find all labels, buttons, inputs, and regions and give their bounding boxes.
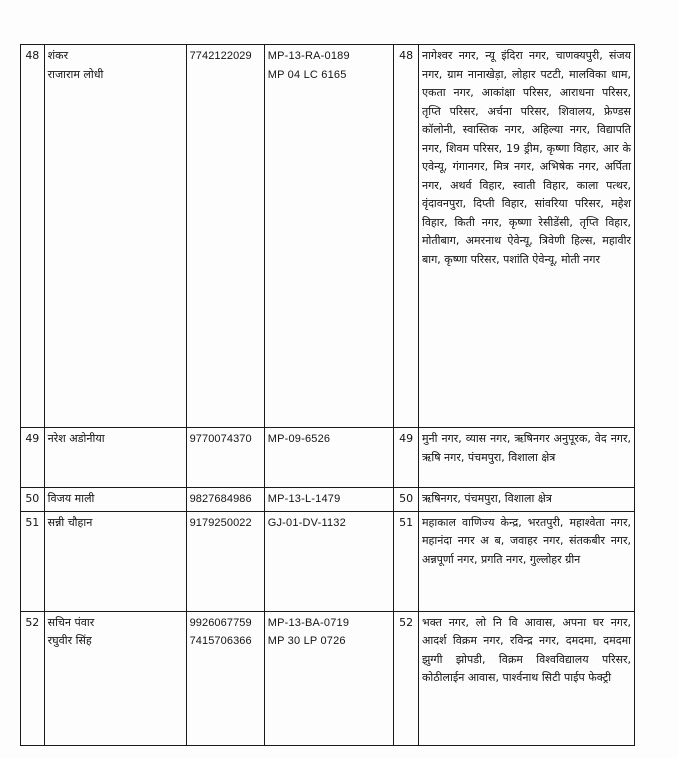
table-row (21, 45, 635, 428)
area-list: मुनी नगर, व्यास नगर, ऋषिनगर अनुपूरक, वेद नगर, ऋषि नगर, पंचमपुरा, विशाला क्षेत्र (418, 428, 634, 488)
area-serial-number: 52 (394, 611, 419, 745)
table-row (21, 611, 635, 745)
serial-number: 52 (21, 611, 45, 745)
area-list: भक्त नगर, लो नि वि आवास, अपना घर नगर, आदर्श विक्रम नगर, रविन्द्र नगर, दमदमा, दमदमा झुग्गी झोपडी, विक्रम विश्वविद्यालय परिसर, कोठीलाईन आवास, पार्श्वनाथ सिटी पाईप फेक्ट्री (418, 611, 634, 745)
vehicle-number: MP-09-6526 (267, 433, 331, 445)
mobile-number: 7415706366 (189, 635, 252, 647)
mobile-number: 9770074370 (189, 433, 252, 445)
mobile-number-cell (186, 611, 264, 745)
mobile-number-cell (186, 45, 264, 428)
serial-number: 50 (21, 488, 45, 512)
vehicle-number: MP 04 LC 6165 (267, 68, 347, 81)
zone-assignment-table (20, 44, 635, 746)
vehicle-number-cell (264, 511, 394, 611)
mobile-number-cell (186, 488, 264, 512)
vehicle-number-cell (264, 611, 394, 745)
person-name-cell (44, 428, 186, 488)
vehicle-number: MP-13-L-1479 (267, 493, 341, 505)
mobile-number-cell (186, 511, 264, 611)
vehicle-number: GJ-01-DV-1132 (267, 516, 346, 529)
vehicle-number: MP 30 LP 0726 (267, 635, 346, 647)
area-serial-number: 50 (394, 488, 419, 512)
mobile-number: 9179250022 (189, 516, 252, 529)
serial-number: 49 (21, 428, 45, 488)
area-serial-number: 48 (394, 45, 419, 428)
vehicle-number-cell (264, 428, 394, 488)
area-list: नागेश्वर नगर, न्यू इंदिरा नगर, चाणक्यपुरी, संजय नगर, ग्राम नानाखेड़ा, लोहार पटटी, मालविका धाम, एकता नगर, आकांक्षा परिसर, आराधना परिसर, तृप्ति परिसर, अर्चना परिसर, शिवालय, फ्रेण्डस कॉलोनी, स्वास्तिक नगर, अहिल्या नगर, विद्यापति नगर, शिवम परिसर, 19 ड्रीम, कृष्णा विहार, आर के एवेन्यू, गंगानगर, मित्र नगर, अभिषेक नगर, अर्पिता नगर, अथर्व विहार, स्वाती विहार, काला पत्थर, वृंदावनपुरा, दिप्ती विहार, सांवरिया परिसर, महेश विहार, किती नगर, कृष्णा रेसीडेंसी, तृप्ति विहार, मोतीबाग, अमरनाथ ऐवेन्यू, त्रिवेणी हिल्स, महावीर बाग, कृष्णा परिसर, पशांति ऐवेन्यू, मोती नगर (418, 45, 634, 428)
person-name: विजय माली (47, 492, 95, 505)
mobile-number: 9926067759 (189, 616, 252, 629)
area-serial-number: 51 (394, 511, 419, 611)
vehicle-number-cell (264, 488, 394, 512)
table-row (21, 428, 635, 488)
serial-number: 51 (21, 511, 45, 611)
area-list: महाकाल वाणिज्य केन्द्र, भरतपुरी, महाश्वेता नगर, महानंदा नगर अ ब, जवाहर नगर, संतकबीर नगर, अन्नपूर्णा नगर, प्रगति नगर, गुल्लोहर ग्रीन (418, 511, 634, 611)
table-row (21, 488, 635, 512)
person-name: राजाराम लोधी (47, 67, 104, 81)
person-name-cell (44, 611, 186, 745)
vehicle-number: MP-13-RA-0189 (267, 50, 350, 62)
person-name: रघुवीर सिंह (47, 634, 92, 647)
vehicle-number-cell (264, 45, 394, 428)
person-name: सन्नी चौहान (47, 515, 93, 529)
area-serial-number: 49 (394, 428, 419, 488)
vehicle-number: MP-13-BA-0719 (267, 616, 350, 629)
area-list: ऋषिनगर, पंचमपुरा, विशाला क्षेत्र (418, 488, 634, 512)
person-name: शंकर (47, 49, 69, 62)
mobile-number: 9827684986 (189, 493, 252, 505)
person-name: नरेश अडोनीया (47, 432, 105, 445)
person-name: सचिन पंवार (47, 615, 95, 629)
mobile-number: 7742122029 (189, 50, 252, 62)
table-row (21, 511, 635, 611)
serial-number: 48 (21, 45, 45, 428)
person-name-cell (44, 511, 186, 611)
person-name-cell (44, 488, 186, 512)
person-name-cell (44, 45, 186, 428)
mobile-number-cell (186, 428, 264, 488)
